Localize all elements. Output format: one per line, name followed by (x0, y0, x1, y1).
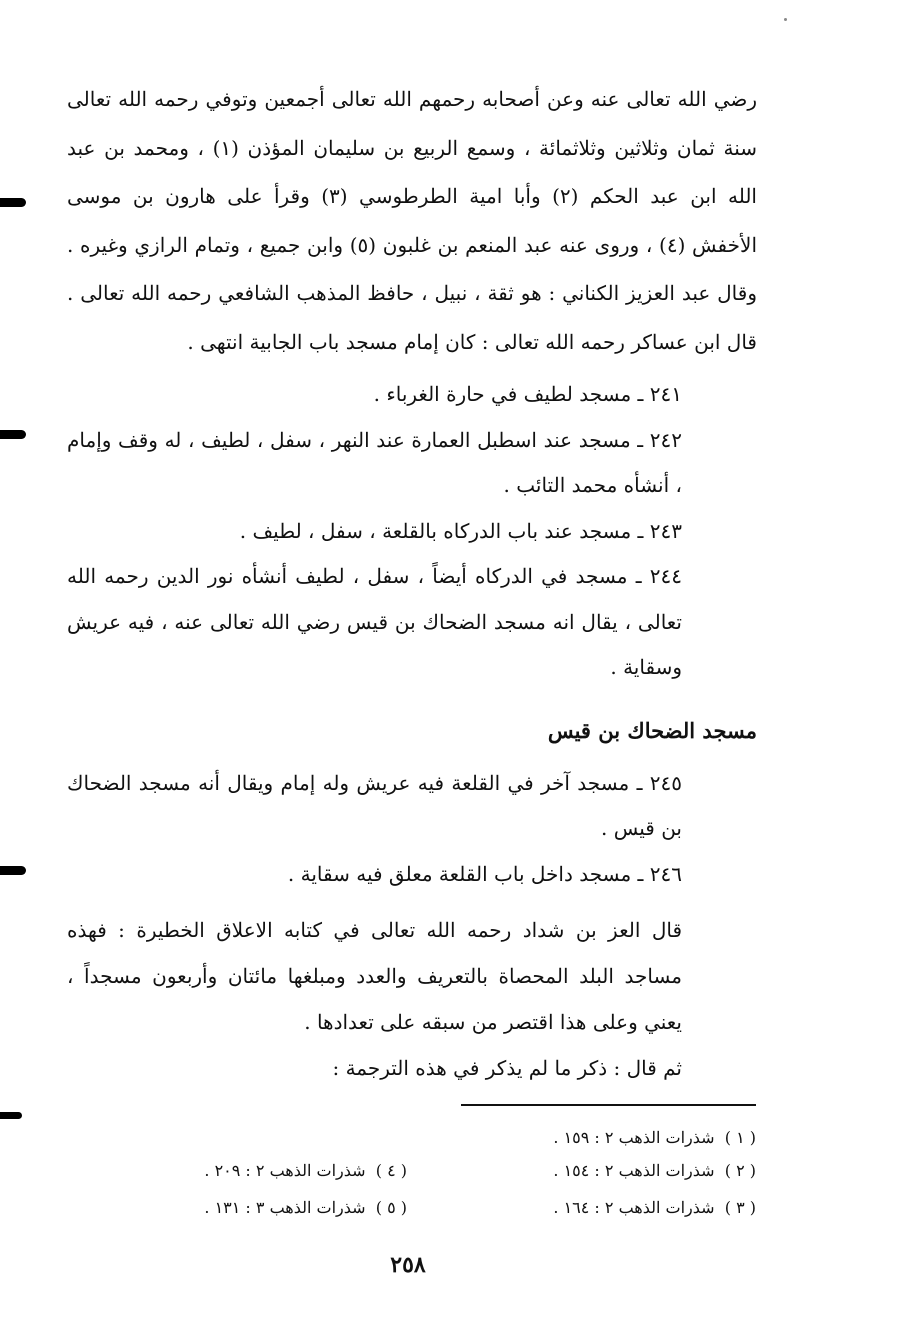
footnote-text: شذرات الذهب ٢ : ١٦٤ . (553, 1198, 715, 1217)
footnote-1 (553, 1128, 756, 1147)
entry-text: مسجد عند اسطبل العمارة عند النهر ، سفل ، لطيف ، له وقف وإمام ، أنشأه محمد التائب . (67, 427, 682, 497)
entry-text: مسجد في الدركاه أيضاً ، سفل ، لطيف أنشأه نور الدين رحمه الله تعالى ، يقال انه مسجد الضحاك بن قيس رضي الله تعالى عنه ، فيه عريش وسقاية . (67, 564, 682, 679)
footnote-2 (553, 1161, 756, 1180)
entry-245: ٢٤٥ ـ مسجد آخر في القلعة فيه عريش وله إمام ويقال أنه مسجد الضحاك بن قيس . (67, 761, 757, 852)
footnote-3 (553, 1198, 756, 1217)
entry-241: ٢٤١ ـ مسجد لطيف في حارة الغرباء . (67, 372, 757, 418)
footnote-text: شذرات الذهب ٢ : ١٥٩ . (553, 1128, 715, 1147)
entry-number: ٢٤٢ (649, 427, 683, 452)
entry-242: ٢٤٢ ـ مسجد عند اسطبل العمارة عند النهر ، سفل ، لطيف ، له وقف وإمام ، أنشأه محمد التائب . (67, 418, 757, 509)
entry-text: مسجد آخر في القلعة فيه عريش وله إمام ويقال أنه مسجد الضحاك بن قيس . (67, 770, 682, 840)
footnote-separator (461, 1104, 756, 1106)
page-body (67, 75, 757, 1091)
footnote-5 (204, 1198, 407, 1217)
entry-number: ٢٤١ (649, 382, 682, 406)
entry-243: ٢٤٣ ـ مسجد عند باب الدركاه بالقلعة ، سفل ، لطيف . (67, 509, 757, 555)
footnote-text: شذرات الذهب ٣ : ١٣١ . (204, 1198, 366, 1217)
closing-line: ثم قال : ذكر ما لم يذكر في هذه الترجمة : (332, 1056, 682, 1080)
footnote-label: ( ٥ ) (375, 1198, 407, 1217)
footnote-label: ( ٢ ) (724, 1161, 756, 1180)
binding-mark (0, 866, 26, 875)
entry-number: ٢٤٣ (649, 518, 682, 543)
entry-246: ٢٤٦ ـ مسجد داخل باب القلعة معلق فيه سقاية . (67, 852, 757, 898)
footnote-label: ( ٤ ) (375, 1161, 407, 1180)
footnote-label: ( ١ ) (724, 1128, 756, 1147)
section-heading: مسجد الضحاك بن قيس (547, 717, 757, 743)
entry-text: مسجد عند باب الدركاه بالقلعة ، سفل ، لطيف . (239, 518, 632, 543)
footnote-label: ( ٣ ) (724, 1198, 756, 1217)
entry-244: ٢٤٤ ـ مسجد في الدركاه أيضاً ، سفل ، لطيف أنشأه نور الدين رحمه الله تعالى ، يقال انه مسجد الضحاك بن قيس رضي الله تعالى عنه ، فيه عريش وسقاية . (67, 554, 757, 691)
closing-paragraph: قال العز بن شداد رحمه الله تعالى في كتابه الاعلاق الخطيرة : فهذه مساجد البلد المحصاة بالتعريف والعدد ومبلغها مائتان وأربعون مسجداً ، يعني وعلى هذا اقتصر من سبقه على تعدادها . (67, 918, 682, 1034)
binding-mark (0, 1112, 22, 1119)
binding-mark (0, 198, 26, 207)
footnote-4 (204, 1161, 407, 1180)
entry-number: ٢٤٦ (649, 861, 682, 886)
footnote-text: شذرات الذهب ٢ : ١٥٤ . (553, 1161, 715, 1180)
intro-paragraph: رضي الله تعالى عنه وعن أصحابه رحمهم الله تعالى أجمعين وتوفي رحمه الله تعالى سنة ثمان وثلاثين وثلاثمائة ، وسمع الربيع بن سليمان المؤذن (١) ، ومحمد بن عبد الله ابن عبد الحكم (٢) وأبا امية الطرطوسي (٣) وقرأ على هارون بن موسى الأخفش (٤) ، وروى عنه عبد المنعم بن غلبون (٥) وابن جميع ، وتمام الرازي وغيره . وقال عبد العزيز الكناني : هو ثقة ، نبيل ، حافظ المذهب الشافعي رحمه الله تعالى . قال ابن عساكر رحمه الله تعالى : كان إمام مسجد باب الجابية انتهى . (67, 87, 757, 354)
entry-number: ٢٤٤ (649, 564, 683, 588)
entry-text: مسجد داخل باب القلعة معلق فيه سقاية . (287, 861, 632, 886)
footnote-text: شذرات الذهب ٢ : ٢٠٩ . (204, 1161, 366, 1180)
page-number: ٢٥٨ (390, 1252, 426, 1278)
binding-mark (0, 430, 26, 439)
entry-number: ٢٤٥ (649, 770, 682, 795)
entry-text: مسجد لطيف في حارة الغرباء . (373, 382, 632, 406)
scan-speck (784, 18, 787, 21)
